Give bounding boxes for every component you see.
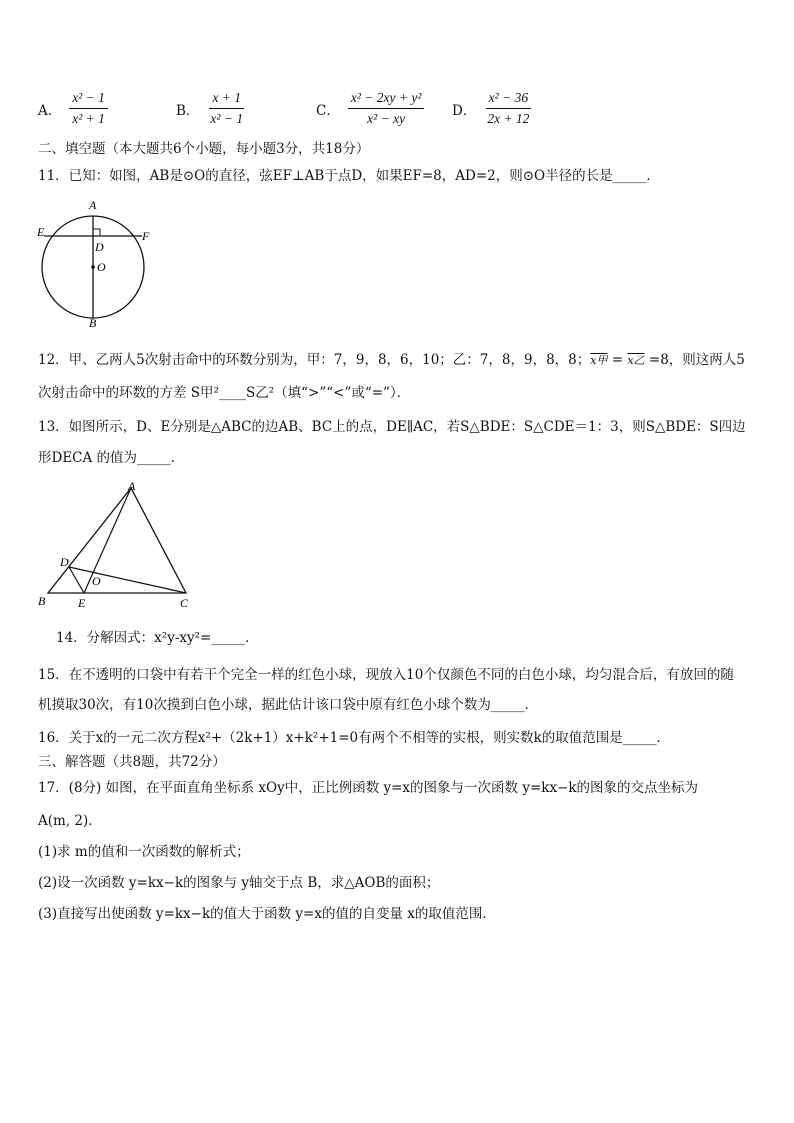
label-o: O xyxy=(92,574,101,588)
question-12-line-2: 次射击命中的环数的方差 S甲²____S乙²（填“>”“<”或“=”）． xyxy=(38,385,411,401)
mean-jia: x甲 xyxy=(590,354,608,367)
option-b xyxy=(176,90,246,127)
section-2-heading: 二、填空题（本大题共6个小题，每小题3分，共18分） xyxy=(38,141,370,157)
option-c-label: C． xyxy=(316,102,340,119)
equals-sign: = xyxy=(607,352,628,368)
segment-de xyxy=(69,567,84,593)
question-17-part-1: (1)求 m的值和一次函数的解析式； xyxy=(38,844,250,860)
label-b: B xyxy=(38,594,46,608)
option-b-fraction xyxy=(207,90,246,127)
label-o: O xyxy=(97,260,106,274)
option-b-numerator: x + 1 xyxy=(209,90,244,109)
option-a-numerator: x² − 1 xyxy=(69,90,108,109)
label-d: D xyxy=(60,555,69,569)
label-d: D xyxy=(95,240,104,254)
question-17-part-2: (2)设一次函数 y=kx−k的图象与 y轴交于点 B，求△AOB的面积； xyxy=(38,875,440,891)
segment-dc xyxy=(69,567,186,593)
question-17-line-1: 17．(8分) 如图，在平面直角坐标系 xOy中，正比例函数 y=x的图象与一次函数 y=kx−k的图象的交点坐标为 xyxy=(38,780,699,796)
label-e: E xyxy=(37,225,45,239)
label-a: A xyxy=(128,479,136,493)
option-a-label: A． xyxy=(38,102,62,119)
right-angle-mark xyxy=(93,229,100,236)
option-a-denominator: x² + 1 xyxy=(72,111,105,126)
question-16: 16．关于x的一元二次方程x²+（2k+1）x+k²+1=0有两个不相等的实根，则实数k的取值范围是_____． xyxy=(38,730,671,746)
question-11: 11．已知：如图，AB是⊙O的直径，弦EF⊥AB于点D，如果EF=8，AD=2，则⊙O半径的长是_____． xyxy=(38,168,660,184)
option-d-denominator: 2x + 12 xyxy=(487,111,530,126)
question-14: 14．分解因式：x²y-xy²=_____． xyxy=(56,630,259,646)
option-d xyxy=(452,90,532,127)
question-13-line-1: 13．如图所示，D、E分别是△ABC的边AB、BC上的点，DE∥AC，若S△BDE：S△CDE＝1：3，则S△BDE：S四边 xyxy=(38,419,746,435)
question-17-part-3: (3)直接写出使函数 y=kx−k的值大于函数 y=x的值的自变量 x的取值范围． xyxy=(38,906,496,922)
question-12-line-1 xyxy=(38,350,745,371)
question-12-text: 12．甲、乙两人5次射击命中的环数分别为，甲：7，9，8，6，10；乙：7，8，9，8，8； xyxy=(38,352,591,368)
section-3-heading: 三、解答题（共8题，共72分） xyxy=(38,754,226,770)
center-dot xyxy=(91,265,95,269)
option-d-numerator: x² − 36 xyxy=(486,90,531,109)
question-12-tail: =8，则这两人5 xyxy=(644,352,745,368)
question-17-line-2: A(m, 2)． xyxy=(38,813,102,829)
label-c: C xyxy=(180,596,189,610)
option-b-label: B． xyxy=(176,102,200,119)
figure-11-circle xyxy=(36,196,154,330)
option-c-numerator: x² − 2xy + y² xyxy=(348,90,425,109)
question-15-line-1: 15．在不透明的口袋中有若干个完全一样的红色小球，现放入10个仅颜色不同的白色小球，均匀混合后，有放回的随 xyxy=(38,667,734,683)
option-c-fraction xyxy=(348,90,425,127)
label-e: E xyxy=(78,596,86,610)
label-f: F xyxy=(142,229,150,243)
option-a-fraction xyxy=(69,90,108,127)
label-a: A xyxy=(89,198,97,212)
figure-13-triangle xyxy=(36,478,194,612)
option-d-label: D． xyxy=(452,102,477,119)
question-13-line-2: 形DECA 的值为_____． xyxy=(38,450,185,466)
option-c-denominator: x² − xy xyxy=(367,111,406,126)
option-b-denominator: x² − 1 xyxy=(210,111,244,126)
question-15-line-2: 机摸取30次，有10次摸到白色小球，据此估计该口袋中原有红色小球个数为_____． xyxy=(38,697,539,713)
option-c xyxy=(316,90,424,127)
option-d-fraction xyxy=(484,90,532,127)
option-a xyxy=(38,90,108,127)
label-b: B xyxy=(89,316,97,330)
mean-yi: x乙 xyxy=(627,354,645,367)
